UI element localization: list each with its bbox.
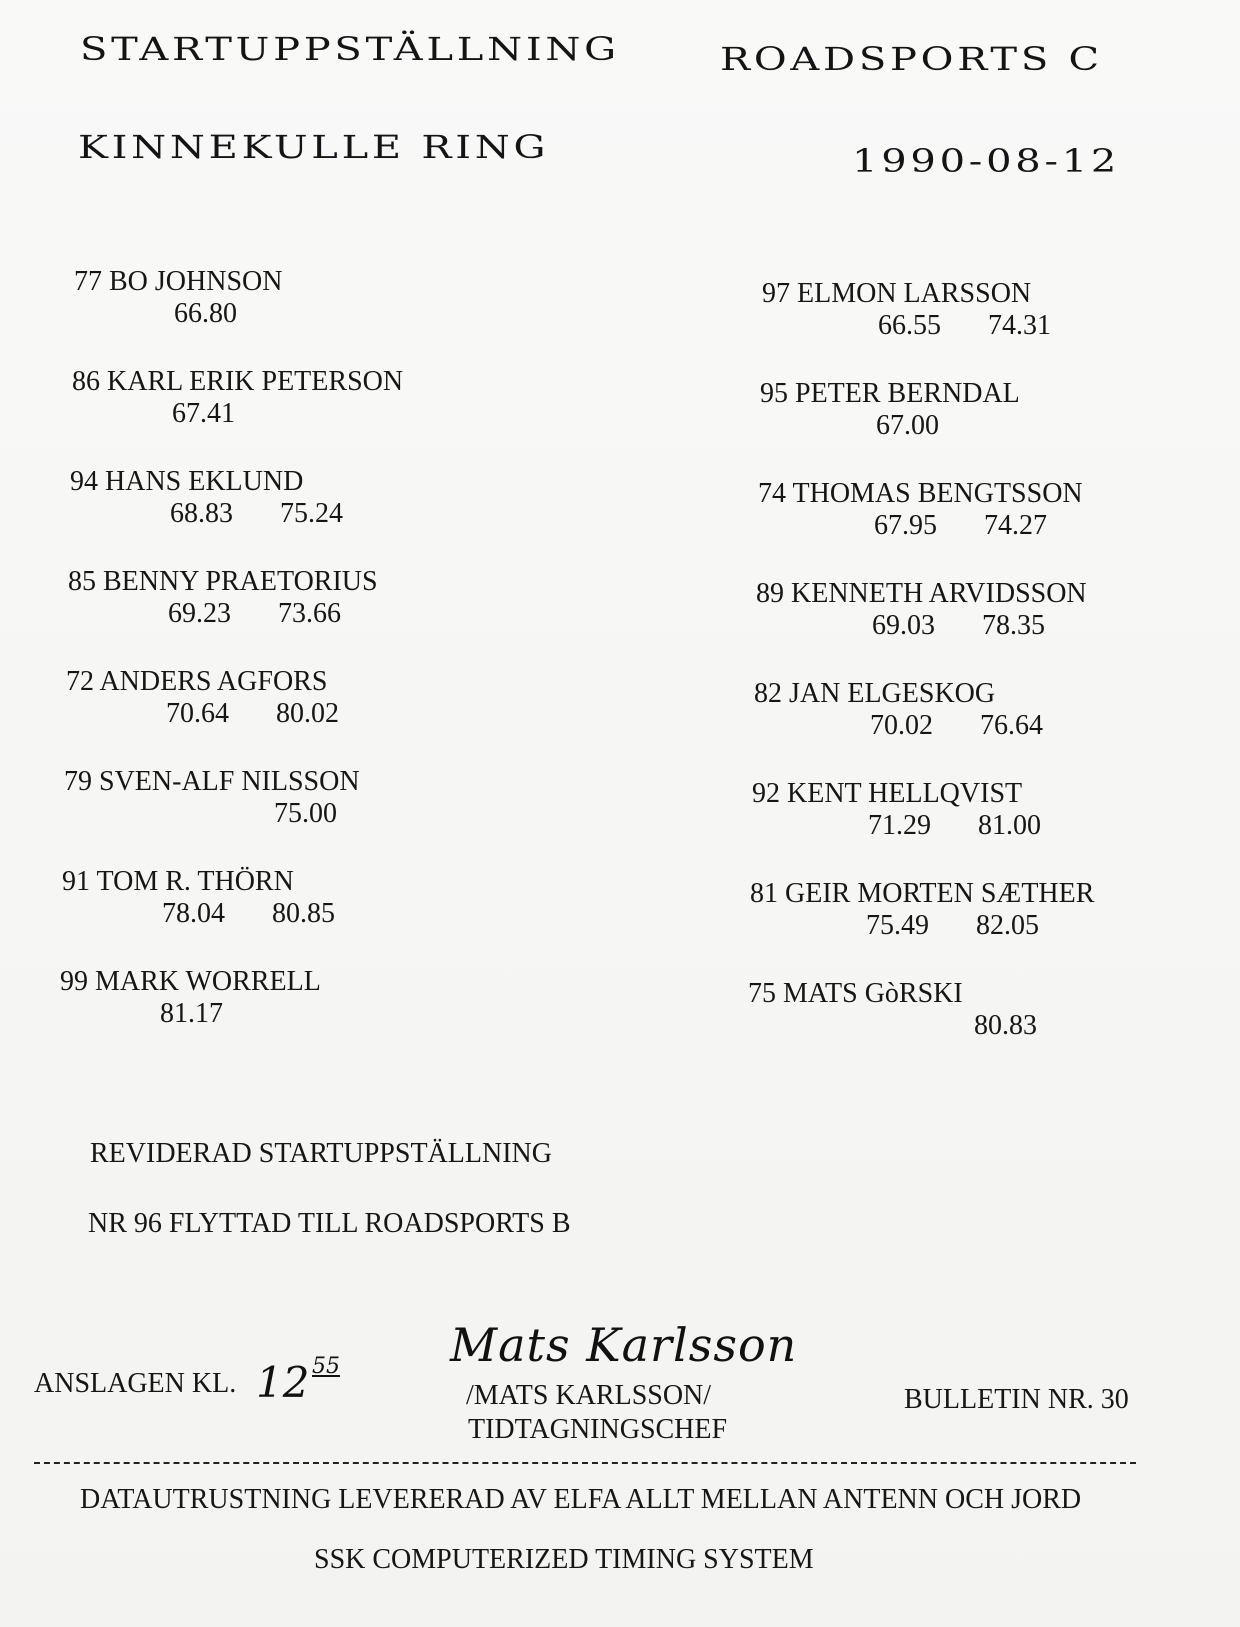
driver-name: 89 KENNETH ARVIDSSON [756,578,1087,609]
lap-time: 74.31 [988,310,1051,341]
lap-time: 67.41 [172,398,235,429]
driver-name: 77 BO JOHNSON [74,266,283,297]
lap-time: 81.17 [160,998,223,1029]
official-title: TIDTAGNINGSCHEF [468,1414,728,1445]
lap-time: 69.03 [872,610,935,641]
list-item [66,666,386,730]
lap-time: 78.04 [162,898,225,929]
lap-time: 80.83 [974,1010,1037,1041]
lap-time: 70.64 [166,698,229,729]
race-date: 1990-08-12 [852,142,1121,180]
list-item [62,866,382,930]
driver-name: 94 HANS EKLUND [70,466,304,497]
list-item [762,278,1098,342]
list-item [760,378,1096,442]
posted-minutes: 55 [312,1354,340,1379]
lap-time: 75.49 [866,910,929,941]
revision-note: REVIDERAD STARTUPPSTÄLLNING [90,1138,552,1169]
venue: KINNEKULLE RING [78,128,550,166]
driver-name: 99 MARK WORRELL [60,966,321,997]
timing-system: SSK COMPUTERIZED TIMING SYSTEM [314,1544,814,1575]
lap-time: 67.95 [874,510,937,541]
lap-time: 80.02 [276,698,339,729]
lap-time: 69.23 [168,598,231,629]
race-class: ROADSPORTS C [720,40,1103,78]
driver-name: 81 GEIR MORTEN SÆTHER [750,878,1095,909]
lap-time: 81.00 [978,810,1041,841]
list-item [70,466,390,530]
list-item [64,766,384,830]
lap-time: 75.24 [280,498,343,529]
driver-name: 72 ANDERS AGFORS [66,666,328,697]
list-item [60,966,380,1030]
driver-name: 75 MATS GòRSKI [748,978,963,1009]
handwritten-signature: Mats Karlsson [450,1318,798,1372]
driver-name: 85 BENNY PRAETORIUS [68,566,378,597]
lap-time: 76.64 [980,710,1043,741]
lap-time: 67.00 [876,410,939,441]
driver-name: 97 ELMON LARSSON [762,278,1032,309]
list-item [748,978,1084,1042]
lap-time: 66.80 [174,298,237,329]
official-name: /MATS KARLSSON/ [466,1380,712,1411]
lap-time: 75.00 [274,798,337,829]
lap-time: 74.27 [984,510,1047,541]
lap-time: 68.83 [170,498,233,529]
list-item [68,566,388,630]
list-item [754,678,1090,742]
list-item [750,878,1094,942]
divider [34,1462,1136,1464]
bulletin-number: BULLETIN NR. 30 [904,1384,1129,1415]
posted-label: ANSLAGEN KL. [34,1368,237,1399]
lap-time: 71.29 [868,810,931,841]
lap-time: 70.02 [870,710,933,741]
document-title: STARTUPPSTÄLLNING [80,30,620,68]
driver-name: 86 KARL ERIK PETERSON [72,366,404,397]
driver-name: 91 TOM R. THÖRN [62,866,294,897]
posted-hour: 12 [256,1358,310,1407]
transfer-note: NR 96 FLYTTAD TILL ROADSPORTS B [88,1208,571,1239]
driver-name: 79 SVEN-ALF NILSSON [64,766,360,797]
list-item [758,478,1094,542]
lap-time: 80.85 [272,898,335,929]
driver-name: 74 THOMAS BENGTSSON [758,478,1083,509]
list-item [72,366,403,430]
list-item [756,578,1092,642]
driver-name: 92 KENT HELLQVIST [752,778,1023,809]
driver-name: 95 PETER BERNDAL [760,378,1020,409]
list-item [752,778,1088,842]
driver-name: 82 JAN ELGESKOG [754,678,996,709]
lap-time: 73.66 [278,598,341,629]
list-item [74,266,394,330]
equipment-credit: DATAUTRUSTNING LEVERERAD AV ELFA ALLT MELLAN ANTENN OCH JORD [80,1484,1082,1515]
lap-time: 66.55 [878,310,941,341]
lap-time: 78.35 [982,610,1045,641]
lap-time: 82.05 [976,910,1039,941]
